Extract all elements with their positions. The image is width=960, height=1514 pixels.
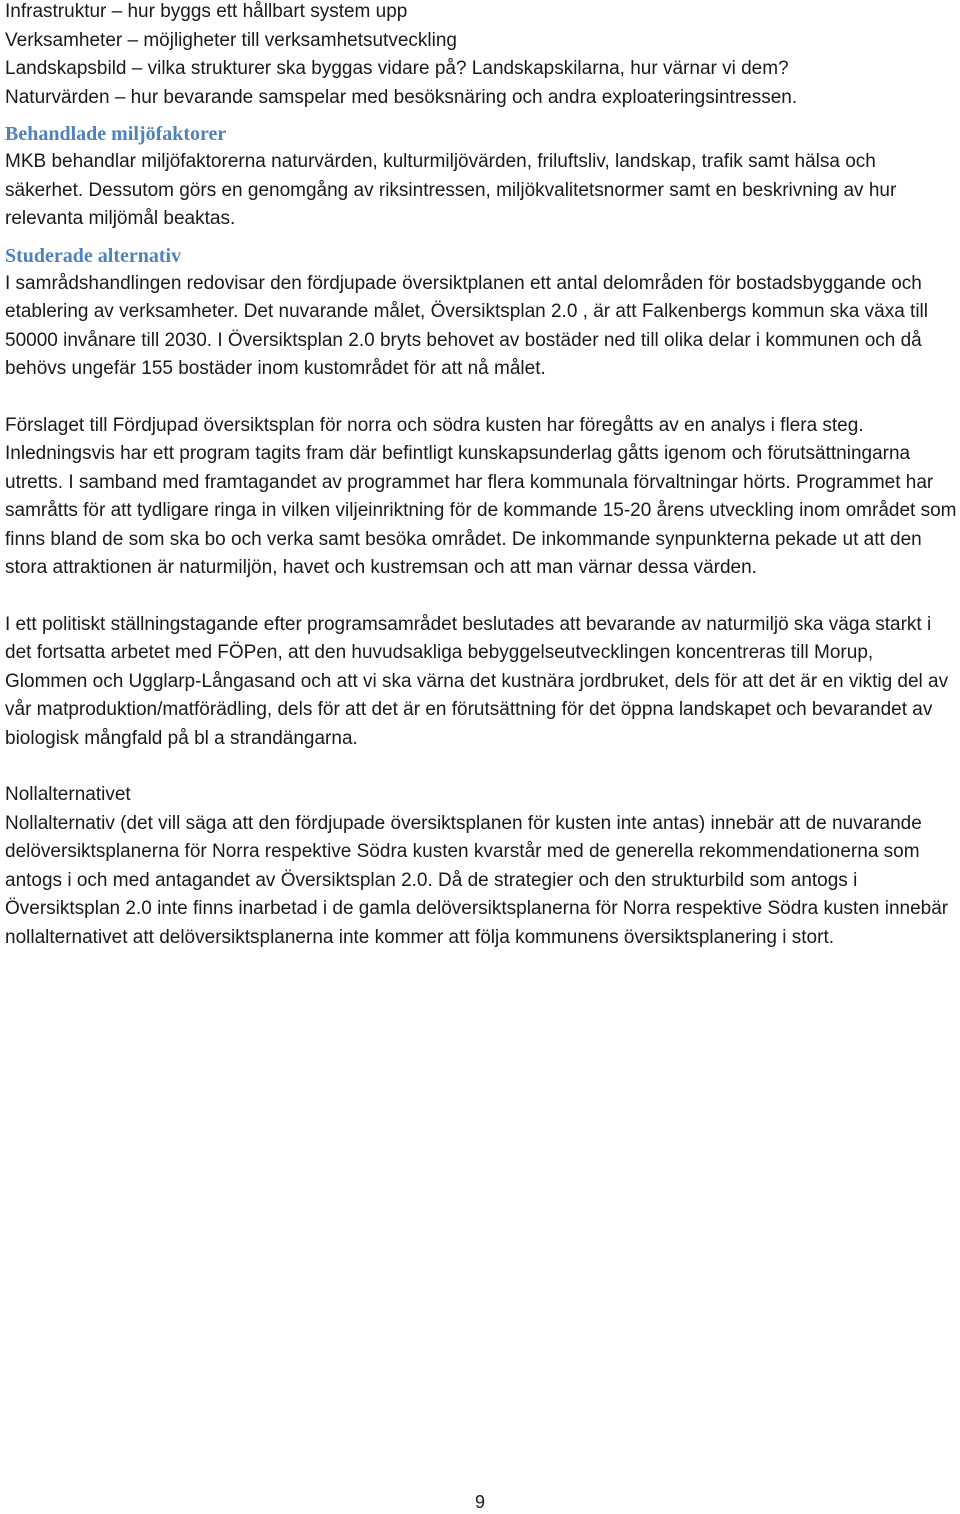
intro-line-naturvarden: Naturvärden – hur bevarande samspelar med besöksnäring och andra exploateringsintressen. [5, 86, 798, 108]
intro-line-verksamheter: Verksamheter – möjligheter till verksamhetsutveckling [5, 29, 457, 51]
heading-studerade-alternativ: Studerade alternativ [5, 244, 182, 267]
paragraph-studerade-2: Förslaget till Fördjupad översiktsplan för norra och södra kusten har föregåtts av en analys i flera steg. Inledningsvis har ett program tagits fram där befintligt kunskapsunderlag gåtts igenom och förutsättningarna utretts. I samband med framtagandet av programmet har flera kommunala förvaltningar hörts. Programmet har samråtts för att tydligare ringa in vilken viljeinriktning för de kommande 15-20 årens utveckling inom området som finns bland de som ska bo och verka samt besöka området. De inkommande synpunkterna pekade ut att den stora attraktionen är naturmiljön, havet och kustremsan och att man värnar dessa värden. [5, 414, 957, 578]
paragraph-studerade-1: I samrådshandlingen redovisar den fördjupade översiktplanen ett antal delområden för bostadsbyggande och etablering av verksamheter. Det nuvarande målet, Översiktsplan 2.0 , är att Falkenbergs kommun ska växa till 50000 invånare till 2030. I Översiktsplan 2.0 bryts behovet av bostäder ned till olika delar i kommunen och då behövs ungefär 155 bostäder inom kustområdet för att nå målet. [5, 272, 928, 379]
intro-list [5, 0, 957, 112]
paragraph-behandlade: MKB behandlar miljöfaktorerna naturvärden, kulturmiljövärden, friluftsliv, landskap, trafik samt hälsa och säkerhet. Dessutom görs en genomgång av riksintressen, miljökvalitetsnormer samt en beskrivning av hur relevanta miljömål beaktas. [5, 151, 897, 229]
intro-line-infrastruktur: Infrastruktur – hur byggs ett hållbart system upp [5, 1, 408, 22]
heading-behandlade-miljofaktorer: Behandlade miljöfaktorer [5, 123, 227, 145]
paragraph-nollalternativet: Nollalternativ (det vill säga att den fördjupade översiktsplanen för kusten inte antas) innebär att de nuvarande delöversiktsplanerna för Norra respektive Södra kusten kvarstår med de generella rekommendationerna som antogs i och med antagandet av Översiktsplan 2.0. Då de strategier och den strukturbild som antogs i Översiktsplan 2.0 inte finns inarbetad i de gamla delöversiktsplanerna för Norra respektive Södra kusten innebär nollalternativet att delöversiktsplanerna inte kommer att följa kommunens översiktsplanering i stort. [5, 812, 949, 948]
heading-nollalternativet: Nollalternativet [5, 784, 131, 805]
intro-line-landskapsbild: Landskapsbild – vilka strukturer ska byggas vidare på? Landskapskilarna, hur värnar vi dem? [5, 58, 789, 79]
document-page [5, 0, 957, 952]
page-number: 9 [474, 1492, 485, 1512]
paragraph-studerade-3: I ett politiskt ställningstagande efter programsamrådet beslutades att bevarande av naturmiljö ska väga starkt i det fortsatta arbetet med FÖPen, att den huvudsakliga bebyggelseutvecklingen koncentreras till Morup, Glommen och Ugglarp-Långasand och att vi ska värna det kustnära jordbruket, dels för att det är en viktig del av vår matproduktion/matförädling, dels för att det är en förutsättning för det öppna landskapet och bevarandet av biologisk mångfald på bl a strandängarna. [5, 613, 949, 749]
